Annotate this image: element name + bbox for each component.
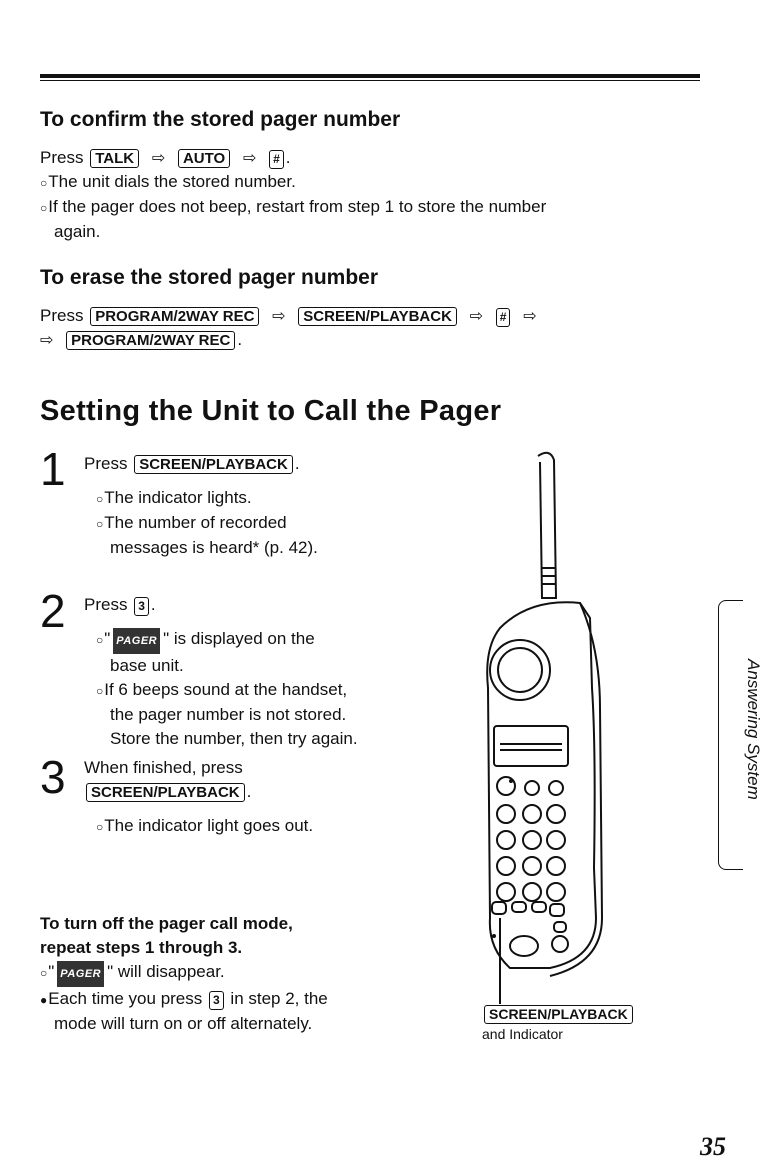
step-1-bullet-2-text: The number of recorded	[104, 513, 287, 532]
step-3-bullet-1	[84, 814, 313, 839]
step-1-bullet-1-text: The indicator lights.	[104, 488, 252, 507]
turn-off-heading-2: repeat steps 1 through 3.	[40, 938, 243, 957]
hash-key: #	[496, 308, 511, 327]
confirm-bullet-2-text: If the pager does not beep, restart from step 1 to store the number	[48, 197, 547, 216]
step-2-bullet-2-cont-2: Store the number, then try again.	[110, 729, 358, 748]
step-3-line-1: When finished, press	[84, 758, 243, 777]
press-label: Press	[40, 306, 84, 325]
bullet-icon: ○	[40, 966, 48, 980]
program-key: PROGRAM/2WAY REC	[90, 307, 259, 326]
turn-off-line-1-post: in step 2, the	[230, 989, 328, 1008]
step-3-key-line: SCREEN/PLAYBACK .	[84, 780, 313, 804]
step-2-number: 2	[40, 585, 66, 637]
page-title: Setting the Unit to Call the Pager	[40, 395, 502, 427]
turn-off-line-1-pre: Each time you press	[48, 989, 203, 1008]
bullet-icon: ●	[40, 993, 48, 1007]
press-label: Press	[84, 595, 128, 614]
confirm-heading: To confirm the stored pager number	[40, 108, 401, 131]
turn-off-heading-1: To turn off the pager call mode,	[40, 914, 293, 933]
page-number: 35	[700, 1132, 726, 1161]
confirm-press-line: Press TALK ⇨ AUTO ⇨ # .	[40, 148, 291, 167]
bullet-icon: ○	[96, 820, 104, 834]
bullet-icon: ○	[96, 492, 104, 506]
caption-text: and Indicator	[482, 1026, 563, 1042]
bullet-icon: ○	[40, 176, 48, 190]
turn-off-section	[40, 912, 440, 1036]
erase-press-line-1	[40, 304, 543, 329]
arrow-icon: ⇨	[469, 308, 484, 325]
step-1-bullet-2	[96, 511, 318, 536]
step-1-number: 1	[40, 443, 66, 495]
step-3	[84, 756, 313, 839]
step-2-bullet-2-cont-1: the pager number is not stored.	[110, 705, 347, 724]
confirm-bullet-2-cont: again.	[54, 222, 101, 241]
caption-key-line	[482, 1004, 635, 1024]
step-2-bullet-1-text: " is displayed on the	[163, 629, 315, 648]
turn-off-bullet	[40, 987, 440, 1012]
talk-key: TALK	[90, 149, 139, 168]
step-2-bullet-1-cont: base unit.	[110, 656, 184, 675]
bullet-icon: ○	[96, 633, 104, 647]
program-key: PROGRAM/2WAY REC	[66, 331, 235, 350]
step-3-bullet-1-text: The indicator light goes out.	[104, 816, 314, 835]
screen-playback-key: SCREEN/PLAYBACK	[484, 1005, 633, 1024]
press-label: Press	[40, 148, 84, 167]
arrow-icon: ⇨	[523, 308, 537, 325]
turn-off-line-2: mode will turn on or off alternately.	[54, 1014, 313, 1033]
step-2-bullet-1: ○" PAGER " is displayed on the	[96, 627, 358, 654]
turn-off-disappear-text: " will disappear.	[107, 962, 225, 981]
step-1	[84, 452, 318, 560]
bullet-icon: ○	[96, 684, 104, 698]
side-tab	[718, 600, 743, 870]
step-1-bullet-1	[96, 486, 318, 511]
bullet-icon: ○	[96, 517, 104, 531]
erase-press-line-2: ⇨ PROGRAM/2WAY REC .	[40, 330, 243, 349]
step-2-bullet-2-text: If 6 beeps sound at the handset,	[104, 680, 348, 699]
auto-key: AUTO	[178, 149, 230, 168]
pager-badge: PAGER	[57, 961, 104, 987]
confirm-bullet-1-text: The unit dials the stored number.	[48, 172, 296, 191]
screen-playback-key: SCREEN/PLAYBACK	[298, 307, 457, 326]
arrow-icon: ⇨	[242, 150, 257, 167]
step-2-bullets	[84, 627, 358, 751]
step-1-bullet-2-cont: messages is heard* (p. 42).	[110, 538, 318, 557]
erase-heading: To erase the stored pager number	[40, 266, 379, 289]
hash-key: #	[269, 150, 284, 169]
top-rule	[40, 74, 700, 78]
arrow-icon: ⇨	[272, 308, 286, 325]
step-2-bullet-2	[96, 678, 358, 703]
display-window	[494, 726, 568, 766]
top-rule-thin	[40, 80, 700, 81]
pager-badge: PAGER	[113, 628, 160, 654]
step-3-number: 3	[40, 751, 66, 803]
three-key: 3	[209, 991, 224, 1010]
confirm-bullet-1	[40, 170, 680, 195]
handset-illustration	[470, 448, 620, 1004]
figure-caption	[482, 1004, 635, 1044]
turn-off-disappear: ○" PAGER " will disappear.	[40, 960, 440, 987]
side-tab-label: Answering System	[744, 659, 763, 800]
three-key: 3	[134, 597, 149, 616]
confirm-bullet-2	[40, 195, 680, 220]
arrow-icon: ⇨	[40, 332, 54, 349]
step-1-press-line: Press SCREEN/PLAYBACK .	[84, 454, 300, 473]
confirm-bullets	[40, 170, 680, 244]
press-label: Press	[84, 454, 128, 473]
step-1-bullets	[84, 486, 318, 560]
step-2	[84, 593, 358, 751]
bullet-icon: ○	[40, 201, 48, 215]
arrow-icon: ⇨	[151, 150, 166, 167]
screen-playback-key: SCREEN/PLAYBACK	[86, 783, 245, 802]
screen-playback-key: SCREEN/PLAYBACK	[134, 455, 293, 474]
step-2-press-line: Press 3 .	[84, 595, 156, 614]
